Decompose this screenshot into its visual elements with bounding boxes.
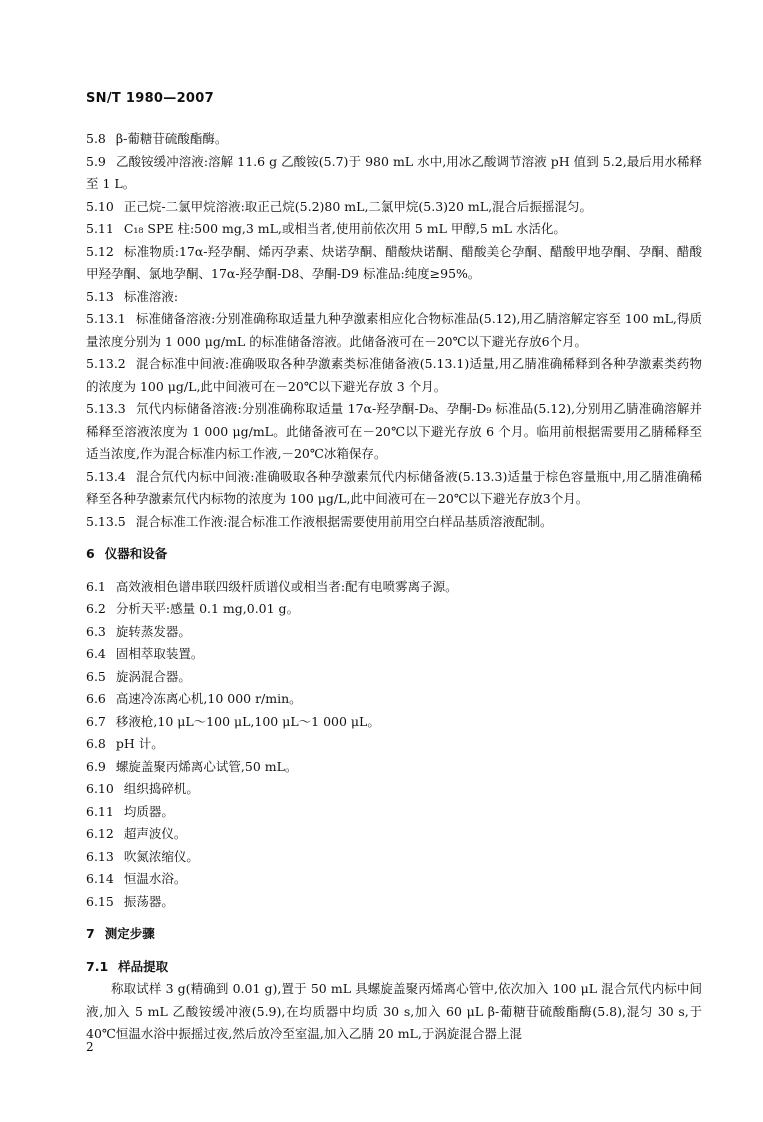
list-item <box>86 778 702 801</box>
list-item <box>86 801 702 824</box>
subsection-number: 7.1 <box>86 958 109 974</box>
section-heading <box>86 543 702 566</box>
item-text: 螺旋盖聚丙烯离心试管,50 mL。 <box>115 758 298 774</box>
section-number: 7 <box>86 926 95 941</box>
item-number: 6.6 <box>86 691 106 706</box>
section-heading <box>86 923 702 946</box>
list-item <box>86 196 702 219</box>
list-item <box>86 151 702 196</box>
item-number: 5.8 <box>86 131 106 146</box>
item-number: 6.5 <box>86 668 106 684</box>
list-item <box>86 621 702 644</box>
list-item <box>86 466 702 511</box>
item-number: 6.15 <box>86 893 114 909</box>
section-5-items <box>86 128 702 533</box>
subsection-heading <box>86 956 702 979</box>
list-item <box>86 241 702 286</box>
item-number: 5.13.3 <box>86 401 126 416</box>
page-body <box>86 128 702 1046</box>
item-text: C₁₈ SPE 柱:500 mg,3 mL,或相当者,使用前依次用 5 mL 甲醇,5 mL 水活化。 <box>123 221 566 236</box>
section-6-items <box>86 576 702 914</box>
item-number: 5.10 <box>86 198 114 214</box>
item-text: 高速冷冻离心机,10 000 r/min。 <box>115 691 302 706</box>
item-number: 5.12 <box>86 243 114 259</box>
list-item <box>86 688 702 711</box>
list-item <box>86 846 702 869</box>
item-number: 6.10 <box>86 781 114 796</box>
list-item <box>86 128 702 151</box>
list-item <box>86 756 702 779</box>
list-item <box>86 353 702 398</box>
page-number: 2 <box>86 1040 94 1054</box>
item-text: 旋涡混合器。 <box>115 668 191 684</box>
section-title: 仪器和设备 <box>104 546 168 561</box>
section-title: 测定步骤 <box>104 926 155 941</box>
item-number: 6.13 <box>86 848 114 864</box>
item-number: 6.11 <box>86 803 114 819</box>
item-text: 吹氮浓缩仪。 <box>123 848 199 864</box>
item-number: 5.11 <box>86 221 114 236</box>
list-item <box>86 576 702 599</box>
list-item <box>86 308 702 353</box>
document-code-header: SN/T 1980—2007 <box>86 91 214 106</box>
item-text: pH 计。 <box>115 736 164 751</box>
list-item <box>86 733 702 756</box>
item-number: 6.7 <box>86 713 106 729</box>
list-item <box>86 891 702 914</box>
item-text: 标准物质:17α-羟孕酮、烯丙孕素、炔诺孕酮、醋酸炔诺酮、醋酸美仑孕酮、醋酸甲地孕酮、孕酮、醋酸甲羟孕酮、氯地孕酮、17α-羟孕酮-D8、孕酮-D9 标准品:纯度≥95%。 <box>86 243 702 281</box>
item-text: 超声波仪。 <box>123 826 187 841</box>
item-number: 6.4 <box>86 646 106 661</box>
item-text: 均质器。 <box>123 803 174 819</box>
item-number: 5.9 <box>86 153 106 169</box>
item-text: β-葡糖苷硫酸酯酶。 <box>115 131 228 146</box>
subsection-title: 样品提取 <box>118 958 169 974</box>
list-item <box>86 218 702 241</box>
item-number: 5.13 <box>86 288 114 304</box>
list-item <box>86 598 702 621</box>
list-item <box>86 286 702 309</box>
item-number: 6.14 <box>86 871 114 886</box>
list-item <box>86 666 702 689</box>
item-text: 高效液相色谱串联四级杆质谱仪或相当者:配有电喷雾离子源。 <box>115 578 458 594</box>
item-text: 移液枪,10 μL～100 μL,100 μL～1 000 μL。 <box>115 713 380 729</box>
item-text: 组织捣碎机。 <box>123 781 199 796</box>
list-item <box>86 868 702 891</box>
section-number: 6 <box>86 546 95 561</box>
item-text: 正己烷-二氯甲烷溶液:取正己烷(5.2)80 mL,二氯甲烷(5.3)20 mL,混合后振摇混匀。 <box>123 198 593 214</box>
item-text: 固相萃取装置。 <box>115 646 204 661</box>
item-text: 氘代内标储备溶液:分别准确称取适量 17α-羟孕酮-D₈、孕酮-D₉ 标准品(5.12),分别用乙腈准确溶解并稀释至溶液浓度为 1 000 μg/mL。此储备液可在－20℃以下避光存放 6 个月。临用前根据需要用乙腈稀释至适当浓度,作为混合标准内标工作液,－20℃冰箱保存。 <box>86 401 702 461</box>
list-item <box>86 643 702 666</box>
item-number: 6.2 <box>86 601 106 616</box>
item-text: 标准储备溶液:分别准确称取适量九种孕激素相应化合物标准品(5.12),用乙腈溶解定容至 100 mL,得质量浓度分别为 1 000 μg/mL 的标准储备溶液。此储备液可在－20℃以下避光存放6个月。 <box>86 311 702 349</box>
item-number: 5.13.2 <box>86 356 126 371</box>
item-number: 5.13.4 <box>86 468 126 484</box>
item-number: 6.12 <box>86 826 114 841</box>
item-text: 分析天平:感量 0.1 mg,0.01 g。 <box>115 601 300 616</box>
item-number: 5.13.5 <box>86 513 126 529</box>
body-paragraph: 称取试样 3 g(精确到 0.01 g),置于 50 mL 具螺旋盖聚丙烯离心管中,依次加入 100 μL 混合氘代内标中间液,加入 5 mL 乙酸铵缓冲液(5.9),在均质器中均质 30 s,加入 60 μL β-葡糖苷硫酸酯酶(5.8),混匀 30 s,于 40℃恒温水浴中振摇过夜,然后放冷至室温,加入乙腈 20 mL,于涡旋混合器上混 <box>86 981 702 1041</box>
item-number: 6.1 <box>86 578 106 594</box>
item-number: 6.3 <box>86 623 106 639</box>
item-text: 混合氘代内标中间液:准确吸取各种孕激素氘代内标储备液(5.13.3)适量于棕色容量瓶中,用乙腈准确稀释至各种孕激素氘代内标物的浓度为 100 μg/L,此中间液可在－20℃以下避光存放3个月。 <box>86 468 702 506</box>
item-text: 标准溶液: <box>123 288 179 304</box>
item-text: 恒温水浴。 <box>123 871 187 886</box>
item-text: 混合标准中间液:准确吸取各种孕激素类标准储备液(5.13.1)适量,用乙腈准确稀释到各种孕激素类药物的浓度为 100 μg/L,此中间液可在－20℃以下避光存放 3 个月。 <box>86 356 702 394</box>
item-number: 5.13.1 <box>86 311 126 326</box>
item-text: 旋转蒸发器。 <box>115 623 191 639</box>
item-number: 6.9 <box>86 758 106 774</box>
item-text: 乙酸铵缓冲溶液:溶解 11.6 g 乙酸铵(5.7)于 980 mL 水中,用冰乙酸调节溶液 pH 值到 5.2,最后用水稀释至 1 L。 <box>86 153 702 191</box>
item-number: 6.8 <box>86 736 106 751</box>
list-item <box>86 823 702 846</box>
list-item <box>86 711 702 734</box>
list-item <box>86 511 702 534</box>
item-text: 振荡器。 <box>123 893 174 909</box>
list-item <box>86 398 702 466</box>
item-text: 混合标准工作液:混合标准工作液根据需要使用前用空白样品基质溶液配制。 <box>135 513 553 529</box>
